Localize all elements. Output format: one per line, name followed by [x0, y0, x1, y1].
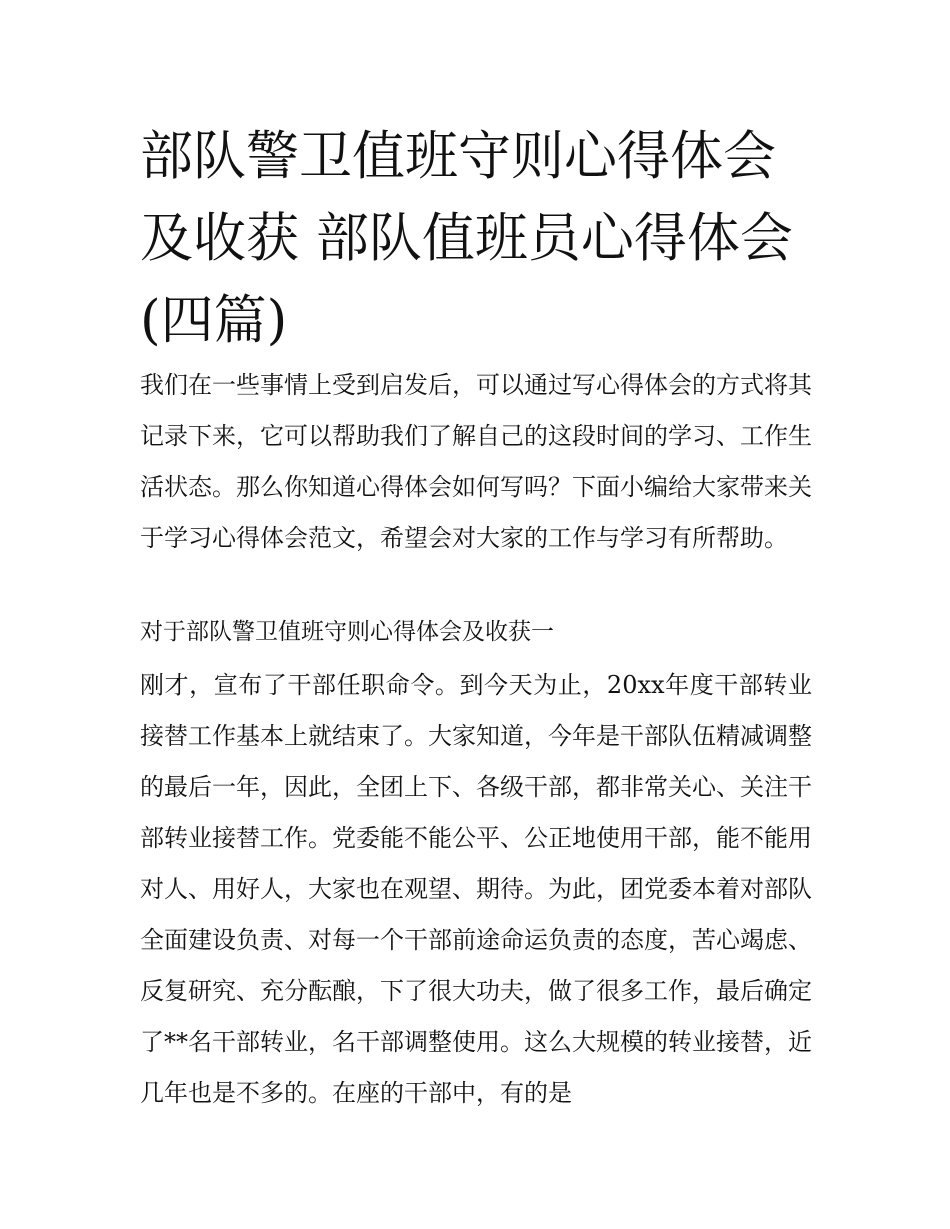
intro-paragraph: 我们在一些事情上受到启发后，可以通过写心得体会的方式将其记录下来，它可以帮助我们了解自己的这段时间的学习、工作生活状态。那么你知道心得体会如何写吗？下面小编给大家带来关于学习心得体会范文，希望会对大家的工作与学习有所帮助。 [140, 371, 812, 552]
document-title: 部队警卫值班守则心得体会及收获 部队值班员心得体会(四篇) [140, 126, 793, 351]
body-paragraph: 刚才，宣布了干部任职命令。到今天为止，20xx年度干部转业接替工作基本上就结束了。大家知道，今年是干部队伍精减调整的最后一年，因此，全团上下、各级干部，都非常关心、关注干部转业接替工作。党委能不能公平、公正地使用干部，能不能用对人、用好人，大家也在观望、期待。为此，团党委本着对部队全面建设负责、对每一个干部前途命运负责的态度，苦心竭虑、反复研究、充分酝酿，下了很大功夫，做了很多工作，最后确定了**名干部转业，名干部调整使用。这么大规模的转业接替，近几年也是不多的。在座的干部中，有的是 [140, 671, 812, 1107]
section-heading: 对于部队警卫值班守则心得体会及收获一 [140, 619, 554, 645]
